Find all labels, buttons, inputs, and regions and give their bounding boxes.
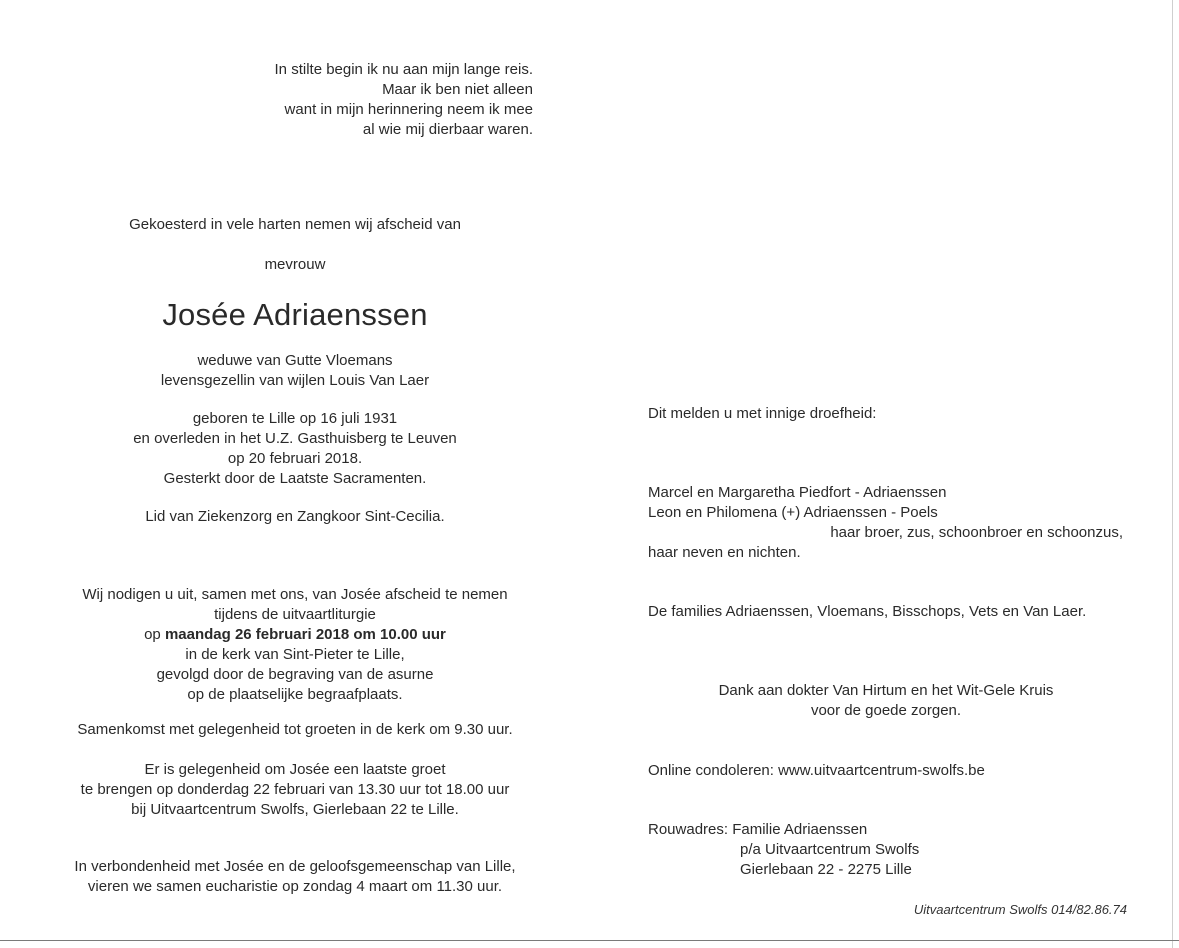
title-word: mevrouw xyxy=(264,256,326,273)
family-relation: haar broer, zus, schoonbroer en schoonzus, xyxy=(830,524,1123,541)
eucharist-info xyxy=(45,857,545,897)
invitation-line: in de kerk van Sint-Pieter te Lille, xyxy=(185,646,405,663)
visit-line: te brengen op donderdag 22 februari van 13.30 uur tot 18.00 uur xyxy=(80,781,510,798)
life-dates xyxy=(45,409,545,489)
invitation-line: op de plaatselijke begraafplaats. xyxy=(187,686,403,703)
deceased-name: Josée Adriaenssen xyxy=(162,297,428,332)
invitation xyxy=(45,585,545,705)
membership: Lid van Ziekenzorg en Zangkoor Sint-Cecilia. xyxy=(145,508,445,525)
life-line: geboren te Lille op 16 juli 1931 xyxy=(192,410,398,427)
eucharist-line: In verbondenheid met Josée en de geloofsgemeenschap van Lille, xyxy=(74,858,516,875)
invitation-line: gevolgd door de begraving van de asurne xyxy=(156,666,434,683)
address-line: p/a Uitvaartcentrum Swolfs xyxy=(740,841,920,858)
announcement: Dit melden u met innige droefheid: xyxy=(648,405,877,422)
nephews-nieces: haar neven en nichten. xyxy=(648,544,801,561)
thanks xyxy=(636,681,1136,721)
family-list xyxy=(648,483,946,523)
address-label: Rouwadres: Familie Adriaenssen xyxy=(648,821,868,838)
relation-line: levensgezellin van wijlen Louis Van Laer xyxy=(160,372,430,389)
funeral-date: maandag 26 februari 2018 om 10.00 uur xyxy=(164,626,446,643)
family-line: Leon en Philomena (+) Adriaenssen - Poels xyxy=(648,504,938,521)
relation-line: weduwe van Gutte Vloemans xyxy=(197,352,393,369)
life-line: en overleden in het U.Z. Gasthuisberg te Leuven xyxy=(133,430,457,447)
poem-line: want in mijn herinnering neem ik mee xyxy=(284,101,533,118)
invitation-date-line xyxy=(45,625,545,645)
eucharist-line: vieren we samen eucharistie op zondag 4 maart om 11.30 uur. xyxy=(87,878,503,895)
life-line: Gesterkt door de Laatste Sacramenten. xyxy=(163,470,427,487)
thanks-line: voor de goede zorgen. xyxy=(810,702,962,719)
relations xyxy=(45,351,545,391)
card-bottom-edge xyxy=(0,940,1179,941)
intro-text: Gekoesterd in vele harten nemen wij afscheid van xyxy=(129,216,461,233)
online-condolence: Online condoleren: www.uitvaartcentrum-swolfs.be xyxy=(648,762,985,779)
funeral-home-footer: Uitvaartcentrum Swolfs 014/82.86.74 xyxy=(913,902,1127,917)
invitation-line: tijdens de uitvaartliturgie xyxy=(214,606,376,623)
poem-line: Maar ik ben niet alleen xyxy=(382,81,533,98)
thanks-line: Dank aan dokter Van Hirtum en het Wit-Gele Kruis xyxy=(718,682,1054,699)
poem-line: al wie mij dierbaar waren. xyxy=(362,121,533,138)
address-line: Gierlebaan 22 - 2275 Lille xyxy=(740,861,912,878)
card-right-edge xyxy=(1172,0,1173,948)
visit-info xyxy=(45,760,545,820)
invitation-line: Wij nodigen u uit, samen met ons, van Josée afscheid te nemen xyxy=(82,586,508,603)
mourning-address xyxy=(648,820,919,880)
visit-line: Er is gelegenheid om Josée een laatste groet xyxy=(144,761,446,778)
gathering: Samenkomst met gelegenheid tot groeten in de kerk om 9.30 uur. xyxy=(77,721,513,738)
poem xyxy=(275,60,533,140)
families: De families Adriaenssen, Vloemans, Bisschops, Vets en Van Laer. xyxy=(648,603,1087,620)
visit-line: bij Uitvaartcentrum Swolfs, Gierlebaan 22 te Lille. xyxy=(131,801,459,818)
poem-line: In stilte begin ik nu aan mijn lange reis. xyxy=(274,61,533,78)
date-prefix: op xyxy=(144,626,165,643)
life-line: op 20 februari 2018. xyxy=(227,450,363,467)
family-line: Marcel en Margaretha Piedfort - Adriaenssen xyxy=(648,484,947,501)
